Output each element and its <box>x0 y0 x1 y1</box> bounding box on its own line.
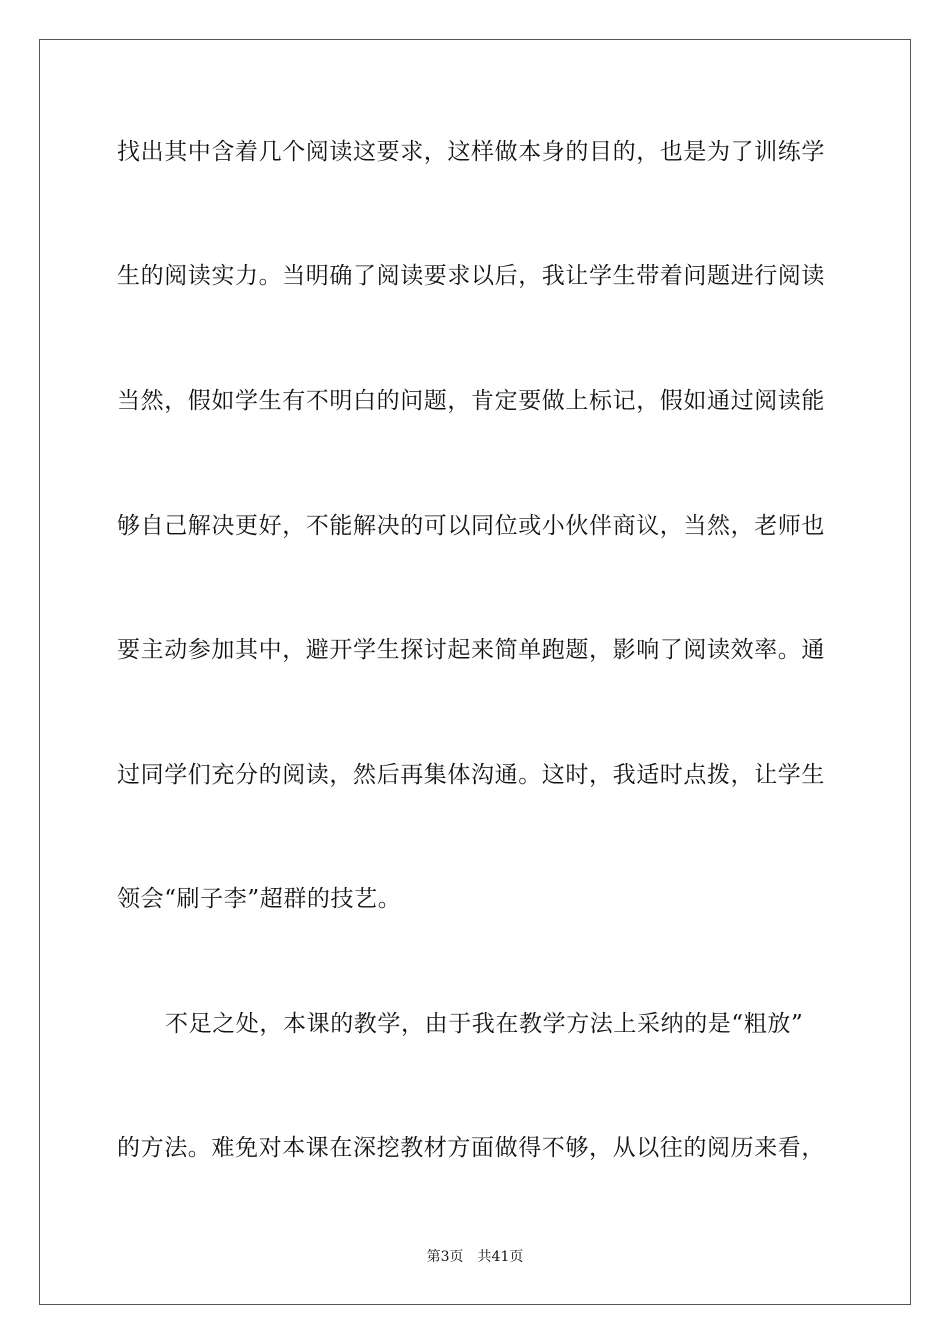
body-text-line: 的方法。难免对本课在深挖教材方面做得不够，从以往的阅历来看， <box>117 1135 825 1161</box>
body-text-line: 找出其中含着几个阅读这要求，这样做本身的目的，也是为了训练学 <box>117 139 825 165</box>
body-text-line: 够自己解决更好，不能解决的可以同位或小伙伴商议，当然，老师也 <box>117 513 825 539</box>
body-text-line: 领会“刷子李”超群的技艺。 <box>117 886 402 912</box>
page-border <box>39 39 911 1305</box>
body-text-line: 当然，假如学生有不明白的问题，肯定要做上标记，假如通过阅读能 <box>117 388 825 414</box>
body-text-line: 过同学们充分的阅读，然后再集体沟通。这时，我适时点拨，让学生 <box>117 762 825 788</box>
body-text-line: 要主动参加其中，避开学生探讨起来简单跑题，影响了阅读效率。通 <box>117 637 825 663</box>
page-total: 共41页 <box>477 1249 524 1265</box>
paragraph-first-line: 不足之处，本课的教学，由于我在教学方法上采纳的是“粗放” <box>165 1011 804 1037</box>
page-number: 第3页 <box>426 1249 464 1265</box>
page-footer <box>0 1248 950 1266</box>
body-text-line: 生的阅读实力。当明确了阅读要求以后，我让学生带着问题进行阅读 <box>117 263 825 289</box>
